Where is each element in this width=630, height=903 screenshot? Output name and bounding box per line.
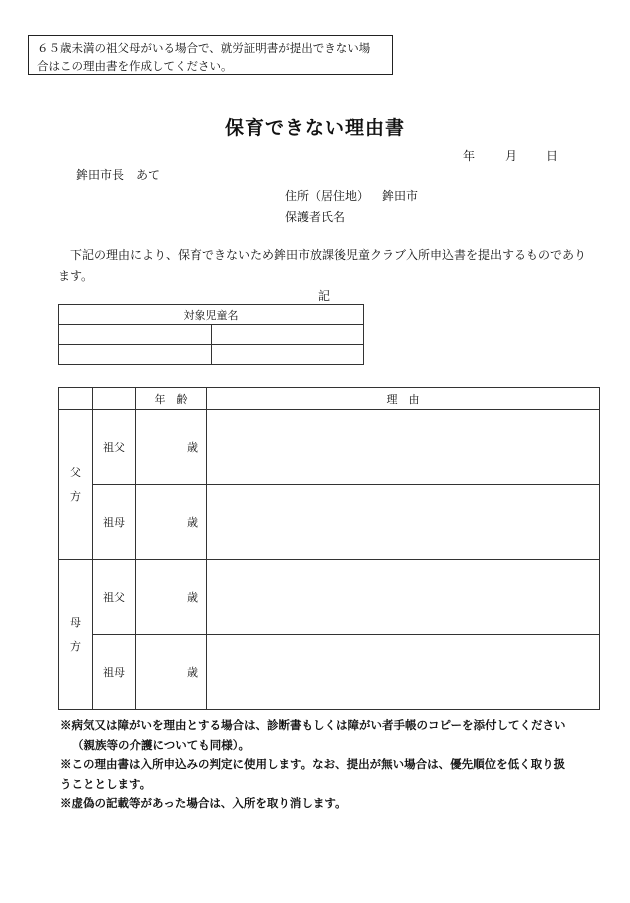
age-unit: 歳 [136, 560, 207, 635]
age-unit: 歳 [136, 635, 207, 710]
reason-cell[interactable] [207, 485, 600, 560]
grandparent-table [58, 387, 600, 710]
address-value: 鉾田市 [382, 189, 419, 203]
page-title: 保育できない理由書 [224, 117, 405, 139]
notice-box [28, 35, 393, 75]
father-side-label: 父 方 [59, 410, 93, 560]
reason-cell[interactable] [207, 410, 600, 485]
note-line: （親族等の介護についても同様）。 [72, 737, 251, 752]
grandmother-label: 祖母 [93, 485, 136, 560]
note-line: ※病気又は障がいを理由とする場合は、診断書もしくは障がい者手帳のコピーを添付してください [60, 718, 566, 732]
children-table [58, 304, 364, 365]
grandfather-label: 祖父 [93, 410, 136, 485]
age-unit: 歳 [136, 485, 207, 560]
age-header: 年 齢 [136, 388, 207, 410]
note-line: うこととします。 [60, 776, 152, 791]
children-header: 対象児童名 [59, 305, 364, 325]
reason-cell[interactable] [207, 635, 600, 710]
date-month-label: 月 [505, 149, 518, 163]
note-line: ※虚偽の記載等があった場合は、入所を取り消します。 [60, 796, 347, 810]
age-unit: 歳 [136, 410, 207, 485]
notes [60, 716, 600, 814]
date-day-label: 日 [546, 149, 559, 163]
note-line: ※この理由書は入所申込みの判定に使用します。なお、提出が無い場合は、優先順位を低く取り扱 [60, 757, 566, 771]
grandmother-label: 祖母 [93, 635, 136, 710]
mother-side-label: 母 方 [59, 560, 93, 710]
child-name-cell[interactable] [211, 345, 364, 365]
notice-line-1: ６５歳未満の祖父母がいる場合で、就労証明書が提出できない場 [37, 41, 371, 55]
grandfather-label: 祖父 [93, 560, 136, 635]
guardian-name-label: 保護者氏名 [285, 210, 346, 224]
child-name-cell[interactable] [59, 345, 212, 365]
ki-heading: 記 [318, 289, 331, 303]
blank-header [93, 388, 136, 410]
child-name-cell[interactable] [211, 325, 364, 345]
body-text: 下記の理由により、保育できないため鉾田市放課後児童クラブ入所申込書を提出するものであります。 [58, 248, 587, 283]
notice-line-2: 合はこの理由書を作成してください。 [37, 59, 233, 73]
address-label: 住所（居住地） [285, 189, 370, 203]
reason-cell[interactable] [207, 560, 600, 635]
addressee: 鉾田市長 あて [76, 168, 161, 182]
child-name-cell[interactable] [59, 325, 212, 345]
date-year-label: 年 [463, 149, 476, 163]
reason-header: 理 由 [207, 388, 600, 410]
blank-header [59, 388, 93, 410]
